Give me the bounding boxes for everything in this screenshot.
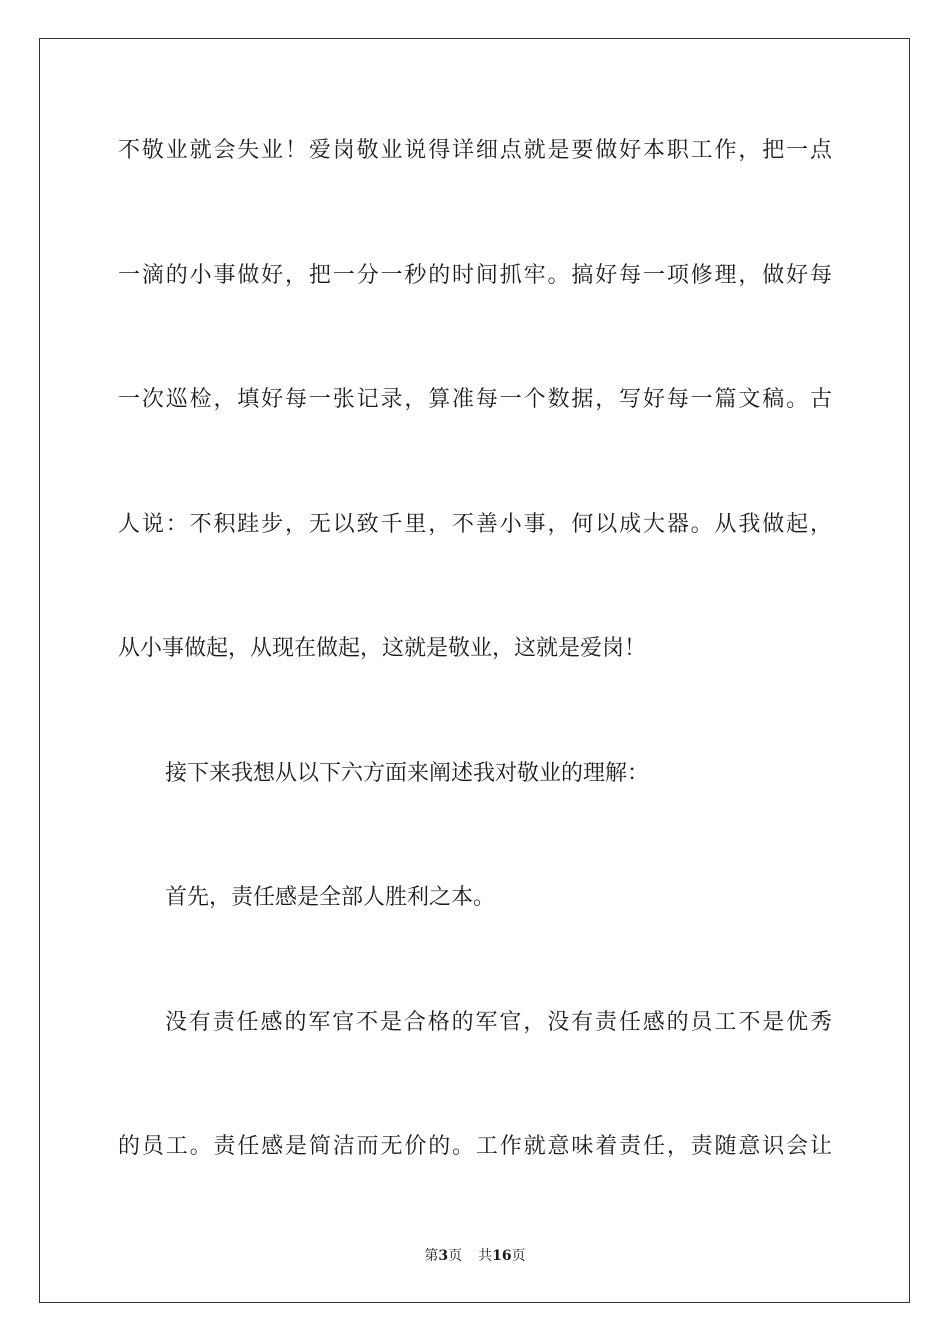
body-line-2: 一滴的小事做好，把一分一秒的时间抓牢。搞好每一项修理，做好每 [118, 263, 832, 288]
page-suffix: 页 [448, 1248, 463, 1264]
body-line-4: 人说：不积跬步，无以致千里，不善小事，何以成大器。从我做起， [118, 512, 832, 537]
total-suffix: 页 [511, 1248, 526, 1264]
body-line-7: 首先，责任感是全部人胜利之本。 [165, 885, 496, 910]
page-total: 16 [492, 1248, 512, 1264]
body-line-9: 的员工。责任感是简洁而无价的。工作就意味着责任，责随意识会让 [118, 1134, 832, 1159]
total-prefix: 共 [478, 1248, 493, 1264]
page-current: 3 [438, 1248, 449, 1264]
page-frame [39, 38, 910, 1303]
body-line-3: 一次巡检，填好每一张记录，算准每一个数据，写好每一篇文稿。古 [118, 387, 832, 412]
body-line-8: 没有责任感的军官不是合格的军官，没有责任感的员工不是优秀 [165, 1010, 832, 1035]
body-line-5: 从小事做起，从现在做起，这就是敬业，这就是爱岗！ [118, 636, 647, 661]
page-prefix: 第 [424, 1248, 439, 1264]
body-line-1: 不敬业就会失业！爱岗敬业说得详细点就是要做好本职工作，把一点 [118, 138, 832, 163]
body-line-6: 接下来我想从以下六方面来阐述我对敬业的理解： [165, 761, 650, 786]
page-footer [0, 1246, 950, 1266]
